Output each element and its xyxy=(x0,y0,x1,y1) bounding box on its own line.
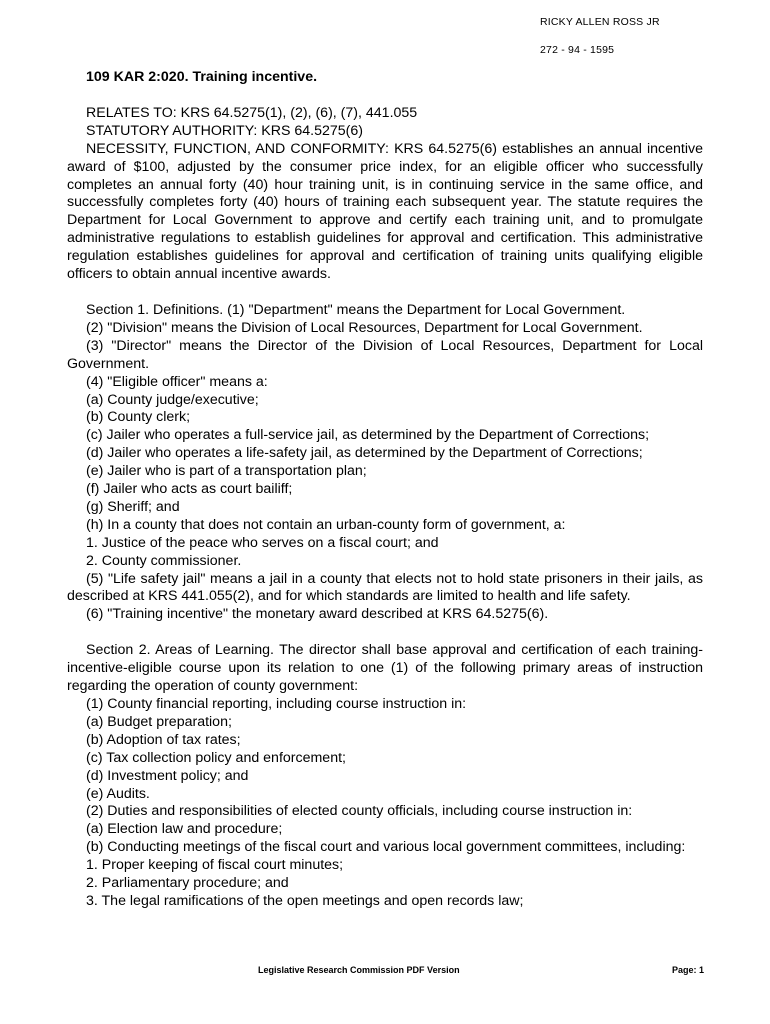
list-item: (b) Conducting meetings of the fiscal court and various local government committees, including: xyxy=(86,839,686,856)
definition-training-incentive: (6) "Training incentive" the monetary award described at KRS 64.5275(6). xyxy=(86,606,549,623)
list-item: (d) Jailer who operates a life-safety jail, as determined by the Department of Corrections; xyxy=(86,445,643,462)
list-item: (h) In a county that does not contain an urban-county form of government, a: xyxy=(86,516,566,533)
list-item: (e) Jailer who is part of a transportation plan; xyxy=(86,463,367,480)
necessity-paragraph: NECESSITY, FUNCTION, AND CONFORMITY: KRS 64.5275(6) establishes an annual incentive award of $100, adjusted by the consumer price index, for an eligible officer who successfully completes an annual forty (40) hour training unit, is in continuing service in the same office, and successfully completes forty (40) hours of training each subsequent year. The statute requires the Department for Local Government to approve and certify each training unit, and to promulgate administrative regulations to establish guidelines for approval and certification. This administrative regulation establishes guidelines for approval and certification of training units qualifying eligible officers to obtain annual incentive awards. xyxy=(67,140,703,283)
regulation-document xyxy=(67,69,703,911)
definition-life-safety-jail: (5) "Life safety jail" means a jail in a county that elects not to hold state prisoners in their jails, as described at KRS 441.055(2), and for which standards are limited to health and life safety. xyxy=(67,570,703,605)
list-item: 2. Parliamentary procedure; and xyxy=(86,875,289,892)
definition-director: (3) "Director" means the Director of the Division of Local Resources, Department for Local Government. xyxy=(67,337,703,372)
list-item: (a) Election law and procedure; xyxy=(86,821,283,838)
list-item: (2) Duties and responsibilities of elected county officials, including course instruction in: xyxy=(86,803,633,820)
definition-eligible-officer: (4) "Eligible officer" means a: xyxy=(86,373,268,390)
list-item: 1. Justice of the peace who serves on a fiscal court; and xyxy=(86,534,439,551)
list-item: (a) County judge/executive; xyxy=(86,391,259,408)
list-item: (1) County financial reporting, including course instruction in: xyxy=(86,696,467,712)
list-item: (e) Audits. xyxy=(86,785,150,802)
list-item: 1. Proper keeping of fiscal court minutes; xyxy=(86,857,344,874)
list-item: (b) Adoption of tax rates; xyxy=(86,731,241,748)
list-item: 3. The legal ramifications of the open meetings and open records law; xyxy=(86,892,524,909)
list-item: (d) Investment policy; and xyxy=(86,767,249,784)
list-item: (c) Jailer who operates a full-service jail, as determined by the Department of Corrections; xyxy=(86,427,650,444)
definition-division: (2) "Division" means the Division of Local Resources, Department for Local Government. xyxy=(86,319,643,336)
list-item: (a) Budget preparation; xyxy=(86,713,232,730)
page-number: Page: 1 xyxy=(672,965,705,975)
relates-to: RELATES TO: KRS 64.5275(1), (2), (6), (7), 441.055 xyxy=(86,104,418,121)
statutory-authority: STATUTORY AUTHORITY: KRS 64.5275(6) xyxy=(86,122,364,139)
list-item: (b) County clerk; xyxy=(86,409,191,426)
regulation-title: 109 KAR 2:020. Training incentive. xyxy=(86,69,318,85)
list-item: (c) Tax collection policy and enforcement; xyxy=(86,749,346,766)
stamped-name: RICKY ALLEN ROSS JR xyxy=(540,16,660,28)
list-item: (f) Jailer who acts as court bailiff; xyxy=(86,481,293,498)
list-item: 2. County commissioner. xyxy=(86,552,242,569)
section-1-heading: Section 1. Definitions. (1) "Department" means the Department for Local Government. xyxy=(86,301,626,318)
stamped-id-number: 272 - 94 - 1595 xyxy=(540,44,615,56)
footer-source: Legislative Research Commission PDF Version xyxy=(258,965,460,975)
list-item: (g) Sheriff; and xyxy=(86,498,180,515)
section-2-heading: Section 2. Areas of Learning. The director shall base approval and certification of each training-incentive-eligible course upon its relation to one (1) of the following primary areas of instruction regarding the operation of county government: xyxy=(67,642,703,695)
